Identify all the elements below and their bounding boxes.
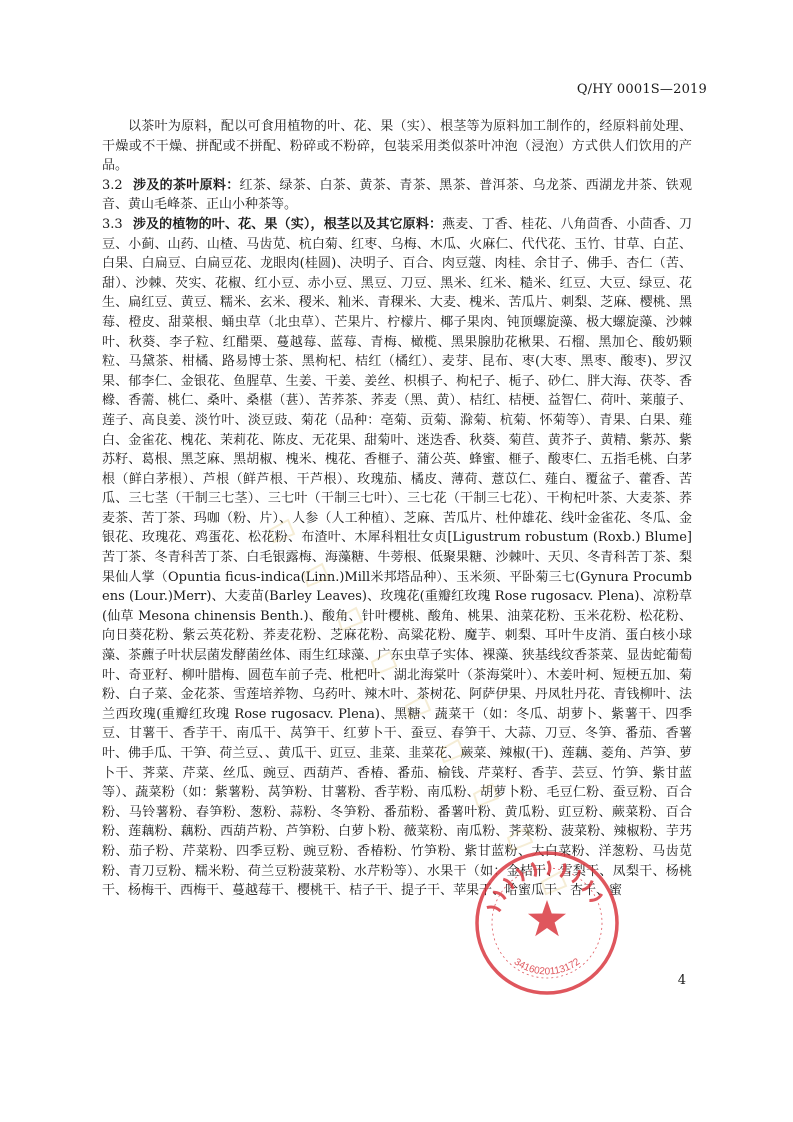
section-heading: 涉及的茶叶原料： [132, 177, 240, 193]
stamp-glyph-stroke [487, 907, 501, 911]
section-number: 3.3 [102, 216, 123, 232]
page-number: 4 [677, 973, 686, 988]
section-number: 3.2 [102, 177, 123, 193]
section-3-3 [102, 215, 692, 901]
document-body [102, 117, 692, 901]
svg-text:3416020113172 [512, 956, 583, 977]
section-text: 红茶、绿茶、白茶、黄茶、青茶、黑茶、普洱茶、乌龙茶、西湖龙井茶、铁观音、黄山毛峰茶、正山小种茶等。 [102, 177, 692, 213]
section-heading: 涉及的植物的叶、花、果（实），根茎以及其它原料： [132, 216, 443, 232]
section-3-2 [102, 176, 692, 215]
document-code: Q/HY 0001S—2019 [576, 82, 707, 97]
stamp-serial-number: 3416020113172 [511, 956, 583, 978]
section-text: 燕麦、丁香、桂花、八角茴香、小茴香、刀豆、小蓟、山药、山楂、马齿苋、杭白菊、红枣、乌梅、木瓜、火麻仁、代代花、玉竹、甘草、白芷、白果、白扁豆、白扁豆花、龙眼肉(桂圆)、决明子、百合、肉豆蔻、肉桂、余甘子、佛手、杏仁（苦、甜）、沙棘、芡实、花椒、红小豆、赤小豆、黑豆、刀豆、黑米、红米、糙米、红豆、大豆、绿豆、花生、扁红豆、黄豆、糯米、玄米、稷米、籼米、青稞米、大麦、槐米、苦瓜片、刺梨、芝麻、樱桃、黑莓、橙皮、甜菜根、蛹虫草（北虫草）、芒果片、柠檬片、椰子果肉、钝顶螺旋藻、极大螺旋藻、沙棘叶、秋葵、李子粒、红醋栗、蔓越莓、蓝莓、青梅、橄榄、黑果腺肋花楸果、石榴、黑加仑、酸奶颗粒、马黛茶、柑橘、路易博士茶、黑枸杞、桔红（橘红）、麦芽、昆布、枣(大枣、黑枣、酸枣)、罗汉果、郁李仁、金银花、鱼腥草、生姜、干姜、姜丝、枳椇子、枸杞子、栀子、砂仁、胖大海、茯苓、香橼、香薷、桃仁、桑叶、桑椹（葚）、苦荞茶、荞麦（黑、黄）、桔红、桔梗、益智仁、荷叶、莱菔子、莲子、高良姜、淡竹叶、淡豆豉、菊花（品种：亳菊、贡菊、滁菊、杭菊、怀菊等）、青果、白果、薤白、金雀花、槐花、茉莉花、陈皮、无花果、甜菊叶、迷迭香、秋葵、菊苣、黄芥子、黄精、紫苏、紫苏籽、葛根、黑芝麻、黑胡椒、槐米、槐花、香榧子、蒲公英、蜂蜜、榧子、酸枣仁、五指毛桃、白茅根（鲜白茅根）、芦根（鲜芦根、干芦根）、玫瑰茄、橘皮、薄荷、薏苡仁、薤白、覆盆子、藿香、苦瓜、三七茎（干制三七茎）、三七叶（干制三七叶）、三七花（干制三七花）、干枸杞叶茶、大麦茶、荞麦茶、苦丁茶、玛咖（粉、片）、人参（人工种植）、芝麻、苦瓜片、杜仲雄花、线叶金雀花、冬瓜、金银花、玫瑰花、鸡蛋花、松花粉、布渣叶、木犀科粗壮女贞[Ligustrum robustum (Roxb.) Blume]苦丁茶、冬青科苦丁茶、白毛银露梅、海藻糖、牛蒡根、低聚果糖、沙棘叶、天贝、冬青科苦丁茶、梨果仙人掌（Opuntia ficus-indica(Linn.)Mill米邦塔品种）、玉米须、平卧菊三七(Gynura Procumbens (Lour.)Merr)、大麦苗(Barley Leaves)、玫瑰花(重瓣红玫瑰 Rose rugosacv. Plena)、凉粉草(仙草 Mesona chinensis Benth.)、酸角、针叶樱桃、酸角、桃果、油菜花粉、玉米花粉、松花粉、向日葵花粉、紫云英花粉、荞麦花粉、芝麻花粉、高粱花粉、魔芋、刺梨、耳叶牛皮消、蛋白核小球藻、茶藨子叶状层菌发酵菌丝体、雨生红球藻、广东虫草子实体、裸藻、狭基线纹香茶菜、显齿蛇葡萄叶、奇亚籽、柳叶腊梅、圆苞车前子壳、枇杷叶、湖北海棠叶（茶海棠叶）、木姜叶柯、短梗五加、菊粉、白子菜、金花茶、雪莲培养物、乌药叶、辣木叶、茶树花、阿萨伊果、丹凤牡丹花、青钱柳叶、法兰西玫瑰(重瓣红玫瑰 Rose rugosacv. Plena)、黑糖、蔬菜干（如：冬瓜、胡萝卜、紫薯干、四季豆、甘薯干、香芋干、南瓜干、莴笋干、红萝卜干、蚕豆、春笋干、大蒜、刀豆、冬笋、番茄、香薯叶、佛手瓜、干笋、荷兰豆、、黄瓜干、豇豆、韭菜、韭菜花、蕨菜、辣椒(干)、莲藕、菱角、芦笋、萝卜干、荠菜、芹菜、丝瓜、豌豆、西葫芦、香椿、番茄、榆钱、芹菜籽、香芋、芸豆、竹笋、紫甘蓝等）、蔬菜粉（如：紫薯粉、莴笋粉、甘薯粉、香芋粉、南瓜粉、胡萝卜粉、毛豆仁粉、蚕豆粉、百合粉、马铃薯粉、春笋粉、葱粉、蒜粉、冬笋粉、番茄粉、番薯叶粉、黄瓜粉、豇豆粉、蕨菜粉、百合粉、莲藕粉、藕粉、西葫芦粉、芦笋粉、白萝卜粉、薇菜粉、南瓜粉、荠菜粉、菠菜粉、辣椒粉、芋艿粉、茄子粉、芹菜粉、四季豆粉、豌豆粉、香椿粉、竹笋粉、紫甘蓝粉、大白菜粉、洋葱粉、马齿苋粉、青刀豆粉、糯米粉、荷兰豆粉菠菜粉、水芹粉等）、水果干（如：金桔干、雪梨干、凤梨干、杨桃干、杨梅干、西梅干、蔓越莓干、樱桃干、桔子干、提子干、苹果干、哈蜜瓜干、杏干、蜜 [102, 216, 692, 899]
intro-paragraph: 以茶叶为原料，配以可食用植物的叶、花、果（实）、根茎等为原料加工制作的，经原料前处理、干燥或不干燥、拼配或不拼配、粉碎或不粉碎，包装采用类似茶叶冲泡（浸泡）方式供人们饮用的产品。 [102, 119, 692, 174]
